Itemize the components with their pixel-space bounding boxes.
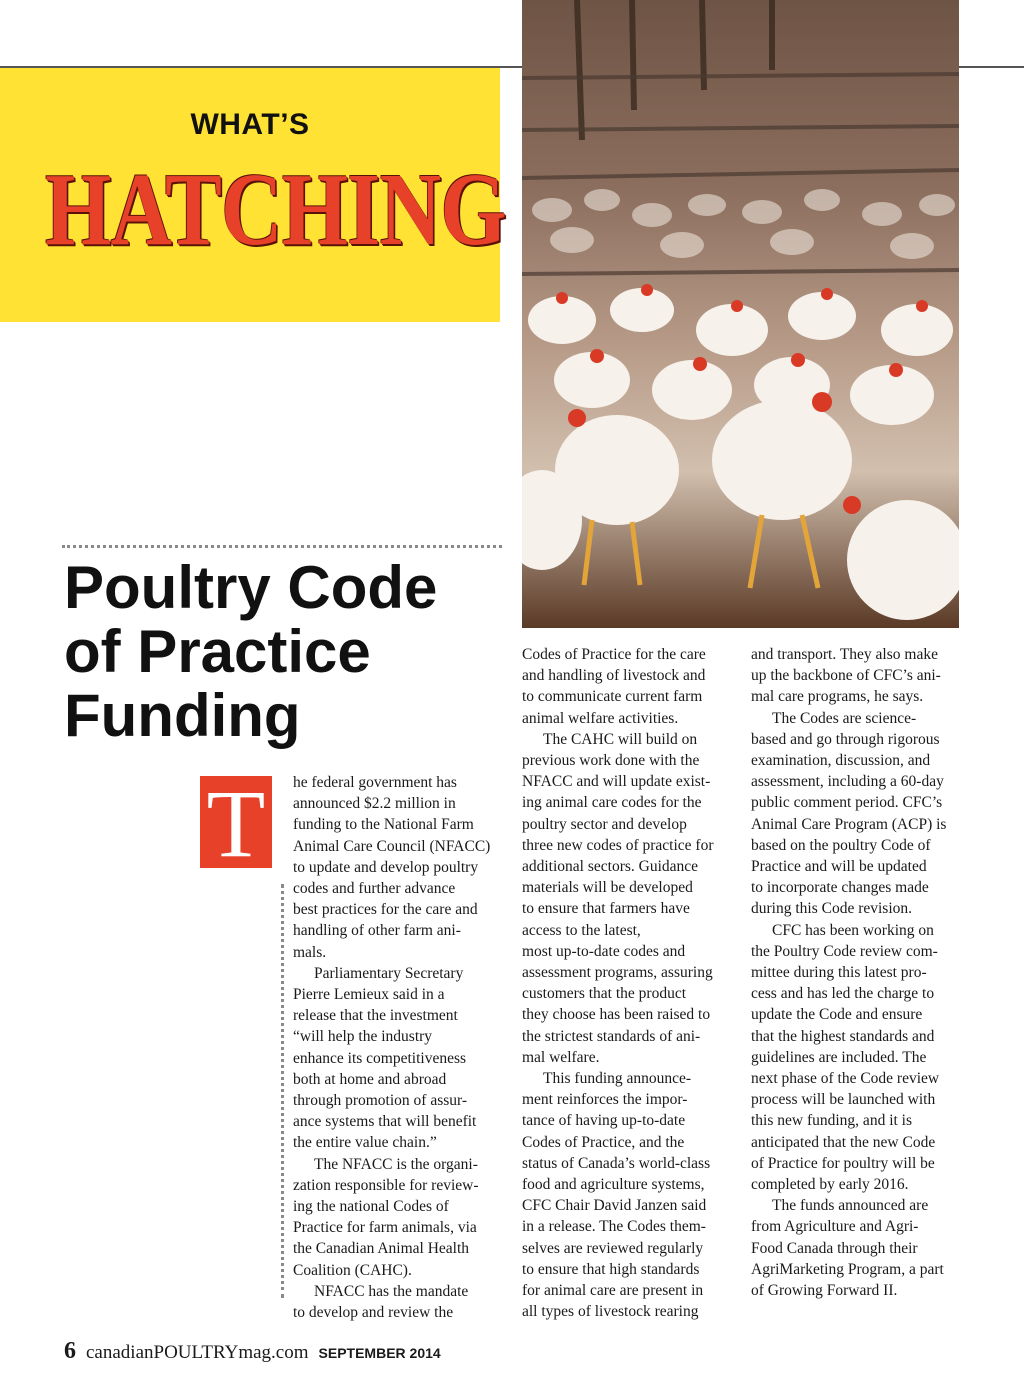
column-divider (281, 884, 284, 1298)
article-line: both at home and abroad (293, 1070, 447, 1088)
article-line: mals. (293, 943, 327, 961)
article-line: they choose has been raised to (522, 1006, 711, 1024)
article-line: that the highest standards and (751, 1027, 935, 1045)
headline-line: Funding (64, 682, 301, 749)
article-line: up the backbone of CFC’s ani- (751, 667, 941, 685)
article-line: process will be launched with (751, 1091, 936, 1109)
article-line: NFACC and will update exist- (522, 773, 711, 791)
poultry-barn-photo-icon (522, 0, 959, 628)
article-line: next phase of the Code review (751, 1070, 940, 1088)
article-line: selves are reviewed regularly (522, 1239, 704, 1257)
article-line: CFC Chair David Janzen said (522, 1197, 707, 1215)
article-line: the strictest standards of ani- (522, 1027, 701, 1045)
article-line: from Agriculture and Agri- (751, 1218, 919, 1236)
article-line: “will help the industry (293, 1028, 433, 1046)
headline-line: of Practice (64, 618, 371, 685)
article-line: animal welfare activities. (522, 709, 679, 727)
article-line: cess and has led the charge to (751, 985, 935, 1003)
article-column-1 (293, 772, 508, 1323)
article-line: to ensure that farmers have (522, 900, 690, 918)
article-line: Practice for farm animals, via (293, 1219, 477, 1237)
article-line: to communicate current farm (522, 688, 703, 706)
article-line: update the Code and ensure (751, 1006, 923, 1024)
article-line: status of Canada’s world-class (522, 1154, 711, 1172)
article-line: to incorporate changes made (751, 879, 929, 897)
article-line: best practices for the care and (293, 901, 478, 919)
article-line: three new codes of practice for (522, 836, 714, 854)
article-line: and transport. They also make (751, 646, 938, 663)
article-line: to update and develop poultry (293, 858, 479, 876)
article-line: through promotion of assur- (293, 1092, 468, 1110)
article-column-2 (522, 644, 737, 1323)
article-line: poultry sector and develop (522, 815, 687, 833)
page-footer (64, 1338, 441, 1368)
article-line: based and go through rigorous (751, 730, 940, 748)
article-line: the Poultry Code review com- (751, 942, 938, 960)
top-rule-right (959, 66, 1024, 68)
issue-date: SEPTEMBER 2014 (318, 1345, 441, 1361)
section-kicker: WHAT’S (190, 108, 310, 141)
article-line: The funds announced are (772, 1197, 929, 1215)
article-line: customers that the product (522, 985, 686, 1003)
article-line: NFACC has the mandate (314, 1282, 469, 1300)
article-line: public comment period. CFC’s (751, 794, 943, 812)
article-line: he federal government has (293, 774, 457, 791)
drop-cap: T (200, 776, 272, 868)
article-line: zation responsible for review- (293, 1176, 479, 1194)
article-line: ance systems that will benefit (293, 1113, 477, 1131)
article-line: anticipated that the new Code (751, 1133, 936, 1151)
article-line: completed by early 2016. (751, 1176, 909, 1194)
article-line: enhance its competitiveness (293, 1049, 467, 1067)
article-line: Codes of Practice for the care (522, 646, 706, 663)
article-line: previous work done with the (522, 752, 700, 770)
article-line: this new funding, and it is (751, 1112, 913, 1130)
article-line: CFC has been working on (772, 921, 934, 939)
article-line: Animal Care Council (NFACC) (293, 837, 491, 855)
article-line: all types of livestock rearing (522, 1303, 699, 1321)
section-banner (0, 68, 506, 322)
article-line: ing animal care codes for the (522, 794, 702, 812)
article-line: Codes of Practice, and the (522, 1133, 685, 1151)
article-line: Practice and will be updated (751, 858, 927, 876)
article-line: Coalition (CAHC). (293, 1261, 412, 1279)
article-line: food and agriculture systems, (522, 1176, 705, 1194)
article-line: ment reinforces the impor- (522, 1091, 688, 1109)
article-line: the Canadian Animal Health (293, 1240, 470, 1258)
article-line: mal welfare. (522, 1048, 600, 1066)
article-line: tance of having up-to-date (522, 1112, 686, 1130)
page-number: 6 (64, 1338, 76, 1364)
article-line: ing the national Codes of (293, 1198, 449, 1216)
article-line: codes and further advance (293, 880, 456, 898)
article-line: Pierre Lemieux said in a (293, 986, 445, 1004)
article-line: AgriMarketing Program, a part (751, 1260, 944, 1278)
article-line: of Practice for poultry will be (751, 1154, 935, 1172)
article-line: in a release. The Codes them- (522, 1218, 706, 1236)
article-line: to ensure that high standards (522, 1260, 700, 1278)
article-headline (64, 556, 504, 748)
article-line: Food Canada through their (751, 1239, 918, 1257)
article-line: The NFACC is the organi- (314, 1155, 478, 1173)
article-line: to develop and review the (293, 1304, 454, 1322)
article-line: access to the latest, (522, 921, 641, 939)
article-line: announced $2.2 million in (293, 795, 456, 813)
article-line: materials will be developed (522, 879, 693, 897)
article-line: based on the poultry Code of (751, 836, 931, 854)
article-line: examination, discussion, and (751, 752, 931, 770)
article-column-3 (751, 644, 966, 1301)
article-line: most up-to-date codes and (522, 942, 686, 960)
article-line: release that the investment (293, 1007, 458, 1025)
article-line: mal care programs, he says. (751, 688, 924, 706)
chickens-photo (522, 0, 959, 628)
article-line: guidelines are included. The (751, 1048, 927, 1066)
article-line: additional sectors. Guidance (522, 858, 699, 876)
article-line: funding to the National Farm (293, 816, 474, 834)
section-title: HATCHING (45, 152, 506, 267)
article-line: assessment, including a 60-day (751, 773, 944, 791)
site-url: canadianPOULTRYmag.com (86, 1342, 309, 1363)
article-line: and handling of livestock and (522, 667, 706, 685)
article-line: The Codes are science- (772, 709, 917, 727)
headline-line: Poultry Code (64, 554, 438, 621)
article-line: The CAHC will build on (543, 730, 698, 748)
article-line: the entire value chain.” (293, 1134, 437, 1152)
headline-divider (62, 545, 502, 548)
article-line: during this Code revision. (751, 900, 913, 918)
article-line: mittee during this latest pro- (751, 964, 927, 982)
article-line: of Growing Forward II. (751, 1282, 898, 1300)
article-line: handling of other farm ani- (293, 922, 461, 940)
article-line: This funding announce- (543, 1070, 692, 1088)
article-line: Animal Care Program (ACP) is (751, 815, 947, 833)
article-line: assessment programs, assuring (522, 964, 713, 982)
article-line: for animal care are present in (522, 1282, 704, 1300)
article-line: Parliamentary Secretary (314, 964, 464, 982)
